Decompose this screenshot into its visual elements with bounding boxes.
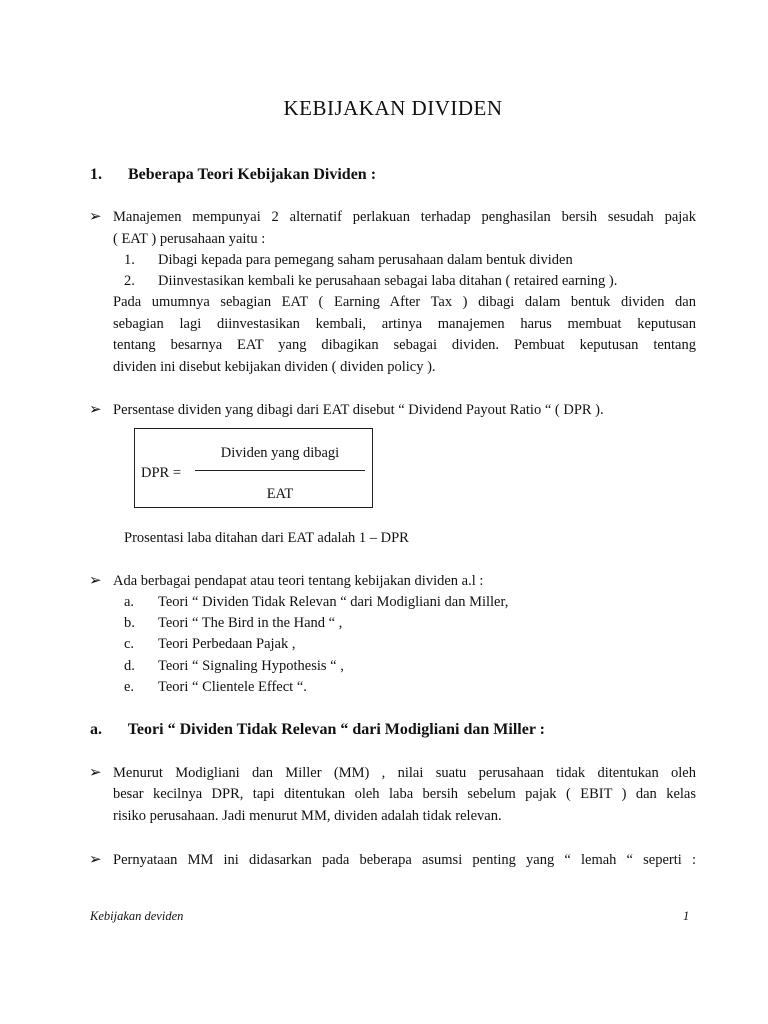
- bullet-icon: ➢: [89, 765, 102, 781]
- footer-title: Kebijakan deviden: [90, 909, 184, 923]
- section-heading-1: [90, 166, 376, 184]
- formula-lhs: DPR =: [141, 465, 182, 481]
- bullet-icon: ➢: [89, 209, 102, 225]
- bullet-icon: ➢: [89, 402, 102, 418]
- paragraph-line: tentang besarnya EAT yang dibagikan sebagai dividen. Pembuat keputusan tentang: [113, 337, 696, 353]
- retained-earnings-note: Prosentasi laba ditahan dari EAT adalah 1 – DPR: [124, 530, 409, 546]
- paragraph-line: besar kecilnya DPR, tapi ditentukan oleh laba bersih sebelum pajak ( EBIT ) dan kelas: [113, 786, 696, 802]
- section-number: 1.: [90, 166, 102, 183]
- list-item: Teori “ Dividen Tidak Relevan “ dari Modigliani dan Miller,: [158, 594, 509, 610]
- section-title: Beberapa Teori Kebijakan Dividen :: [128, 166, 377, 183]
- list-item-marker: a.: [124, 594, 135, 610]
- list-item-marker: 2.: [124, 273, 135, 289]
- list-item: Teori Perbedaan Pajak ,: [158, 636, 296, 652]
- formula-denominator: EAT: [266, 486, 294, 502]
- formula-numerator: Dividen yang dibagi: [220, 445, 340, 461]
- paragraph-line: risiko perusahaan. Jadi menurut MM, dividen adalah tidak relevan.: [113, 808, 502, 824]
- list-item: Diinvestasikan kembali ke perusahaan sebagai laba ditahan ( retaired earning ).: [158, 273, 618, 289]
- list-item-marker: e.: [124, 679, 135, 695]
- section-heading-a: [90, 721, 545, 739]
- list-item: Teori “ Clientele Effect “.: [158, 679, 307, 695]
- list-item: Teori “ Signaling Hypothesis “ ,: [158, 658, 344, 674]
- bullet-1-line-1: Manajemen mempunyai 2 alternatif perlakuan terhadap penghasilan bersih sesudah pajak: [113, 209, 696, 225]
- section-number: a.: [90, 721, 102, 738]
- bullet-icon: ➢: [89, 573, 102, 589]
- paragraph-line: dividen ini disebut kebijakan dividen ( dividen policy ).: [113, 359, 436, 375]
- section-title: Teori “ Dividen Tidak Relevan “ dari Modigliani dan Miller :: [127, 721, 545, 738]
- paragraph-line: Menurut Modigliani dan Miller (MM) , nilai suatu perusahaan tidak ditentukan oleh: [113, 765, 696, 781]
- fraction-bar: [195, 470, 365, 471]
- list-item-marker: b.: [124, 615, 135, 631]
- page-title: KEBIJAKAN DIVIDEN: [283, 96, 503, 120]
- paragraph-line: Pada umumnya sebagian EAT ( Earning After Tax ) dibagi dalam bentuk dividen dan: [113, 294, 696, 310]
- list-item-marker: c.: [124, 636, 135, 652]
- paragraph-line: Pernyataan MM ini didasarkan pada beberapa asumsi penting yang “ lemah “ seperti :: [113, 852, 696, 868]
- bullet-icon: ➢: [89, 852, 102, 868]
- list-item: Teori “ The Bird in the Hand “ ,: [158, 615, 343, 631]
- dpr-definition: Persentase dividen yang dibagi dari EAT disebut “ Dividend Payout Ratio “ ( DPR ).: [113, 402, 604, 418]
- dpr-formula-box: [134, 428, 373, 508]
- list-item-marker: d.: [124, 658, 135, 674]
- page-number: 1: [683, 909, 690, 923]
- theories-intro: Ada berbagai pendapat atau teori tentang kebijakan dividen a.l :: [113, 573, 484, 589]
- bullet-1-line-2: ( EAT ) perusahaan yaitu :: [113, 231, 266, 247]
- paragraph-line: sebagian lagi diinvestasikan kembali, artinya manajemen harus membuat keputusan: [113, 316, 696, 332]
- list-item-marker: 1.: [124, 252, 135, 268]
- list-item: Dibagi kepada para pemegang saham perusahaan dalam bentuk dividen: [158, 252, 573, 268]
